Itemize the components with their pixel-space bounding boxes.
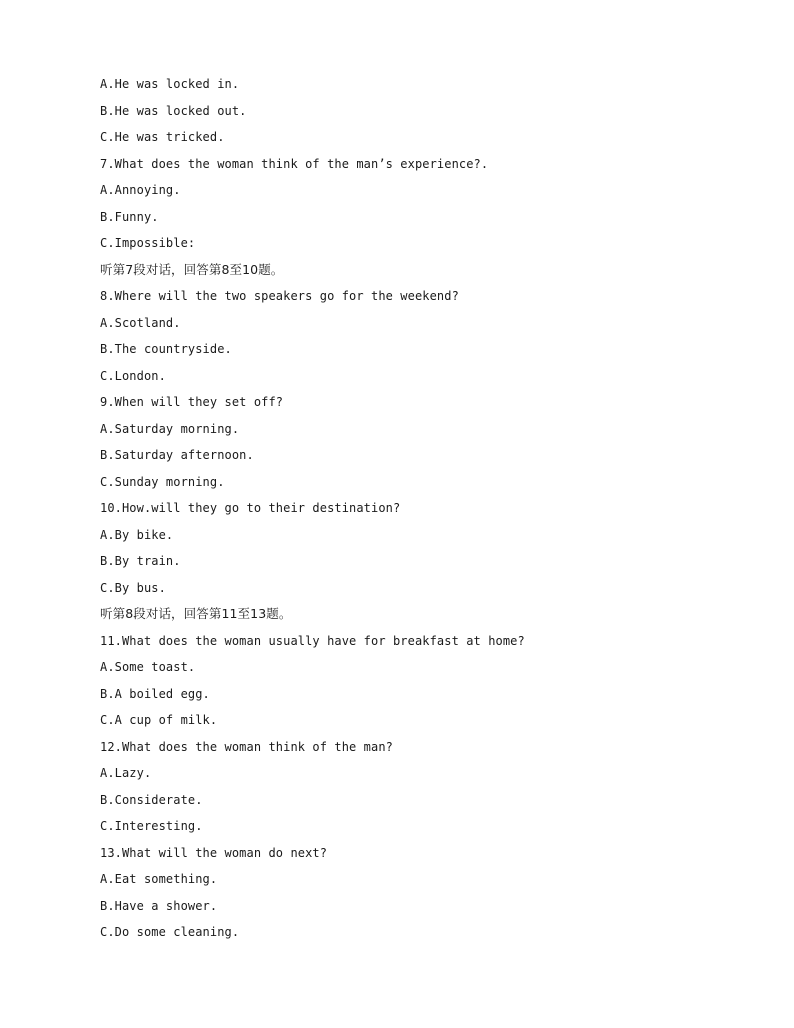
answer-option: C.By bus. xyxy=(100,580,166,595)
question-text: 11.What does the woman usually have for breakfast at home? xyxy=(100,633,525,648)
answer-option: B.By train. xyxy=(100,554,181,568)
answer-option: A.He was locked in. xyxy=(100,77,240,91)
section-instruction: 听第8段对话，回答第11至13题。 xyxy=(100,606,292,621)
question-list xyxy=(100,75,760,950)
answer-option: B.A boiled egg. xyxy=(100,686,210,701)
answer-option: C.Interesting. xyxy=(100,819,203,833)
answer-option: A.Lazy. xyxy=(100,766,152,780)
answer-option: B.Have a shower. xyxy=(100,898,218,913)
answer-option: B.Funny. xyxy=(100,209,159,224)
answer-option: A.Eat something. xyxy=(100,872,218,886)
answer-option: C.A cup of milk. xyxy=(100,713,218,727)
answer-option: C.Do some cleaning. xyxy=(100,925,240,939)
question-text: 10.How.will they go to their destination? xyxy=(100,501,401,515)
answer-option: C.Sunday morning. xyxy=(100,474,225,489)
answer-option: B.Considerate. xyxy=(100,792,203,807)
section-instruction: 听第7段对话，回答第8至10题。 xyxy=(100,261,284,277)
question-text: 9.When will they set off? xyxy=(100,395,284,409)
answer-option: A.Some toast. xyxy=(100,660,196,674)
answer-option: C.He was tricked. xyxy=(100,130,225,144)
answer-option: B.He was locked out. xyxy=(100,103,247,118)
answer-option: A.Saturday morning. xyxy=(100,421,240,436)
answer-option: C.Impossible: xyxy=(100,236,196,250)
answer-option: B.The countryside. xyxy=(100,342,232,356)
answer-option: A.Scotland. xyxy=(100,315,181,330)
answer-option: A.Annoying. xyxy=(100,183,181,197)
question-text: 7.What does the woman think of the man’s experience?. xyxy=(100,156,489,171)
question-text: 12.What does the woman think of the man? xyxy=(100,739,393,754)
question-text: 13.What will the woman do next? xyxy=(100,845,328,860)
answer-option: A.By bike. xyxy=(100,527,174,542)
answer-option: B.Saturday afternoon. xyxy=(100,448,254,462)
question-text: 8.Where will the two speakers go for the weekend? xyxy=(100,289,459,303)
answer-option: C.London. xyxy=(100,368,166,383)
